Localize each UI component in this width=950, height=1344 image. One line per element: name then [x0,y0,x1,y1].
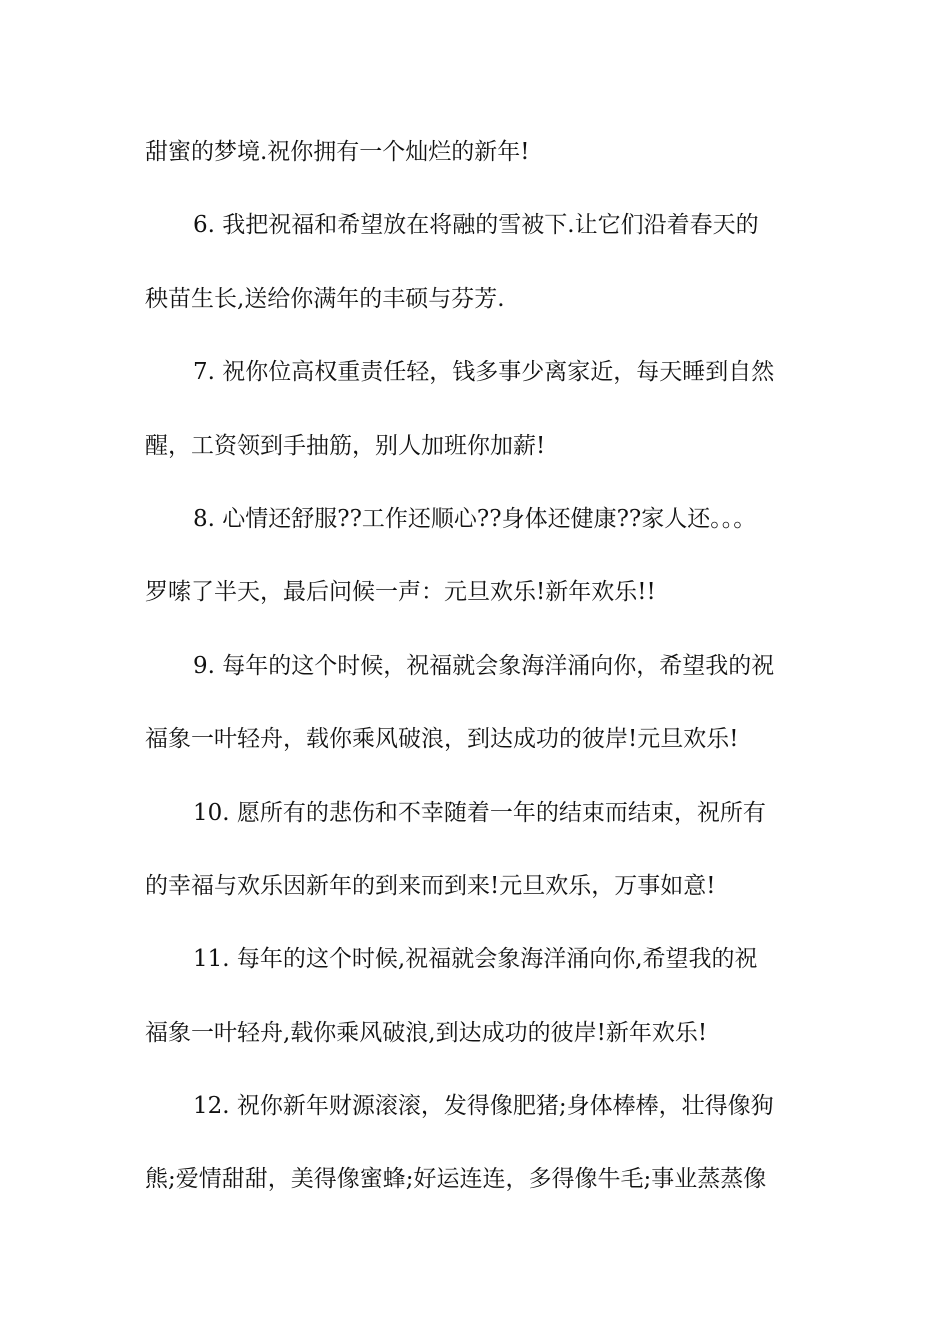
text-line: 熊;爱情甜甜，美得像蜜蜂;好运连连，多得像牛毛;事业蒸蒸像 [145,1166,767,1193]
text-line: 6. 我把祝福和希望放在将融的雪被下.让它们沿着春天的 [193,212,759,239]
text-line: 福象一叶轻舟,载你乘风破浪,到达成功的彼岸!新年欢乐! [145,1019,708,1046]
document-body [145,124,815,1225]
text-line: 醒，工资领到手抽筋，别人加班你加薪! [145,432,546,459]
text-line: 11. 每年的这个时候,祝福就会象海洋涌向你,希望我的祝 [193,946,758,973]
text-line: 罗嗦了半天，最后问候一声：元旦欢乐!新年欢乐!! [145,579,656,606]
text-line: 甜蜜的梦境.祝你拥有一个灿烂的新年! [145,139,530,165]
text-line: 7. 祝你位高权重责任轻，钱多事少离家近，每天睡到自然 [193,359,775,386]
text-line: 12. 祝你新年财源滚滚，发得像肥猪;身体棒棒，壮得像狗 [193,1093,774,1120]
text-line: 9. 每年的这个时候，祝福就会象海洋涌向你，希望我的祝 [193,652,775,679]
text-line: 福象一叶轻舟，载你乘风破浪，到达成功的彼岸!元旦欢乐! [145,726,739,753]
text-line: 8. 心情还舒服??工作还顺心??身体还健康??家人还。。。 [193,505,757,532]
text-line: 10. 愿所有的悲伤和不幸随着一年的结束而结束，祝所有 [193,799,766,826]
text-line: 秧苗生长,送给你满年的丰硕与芬芳. [145,285,505,312]
text-line: 的幸福与欢乐因新年的到来而到来!元旦欢乐，万事如意! [145,872,716,899]
